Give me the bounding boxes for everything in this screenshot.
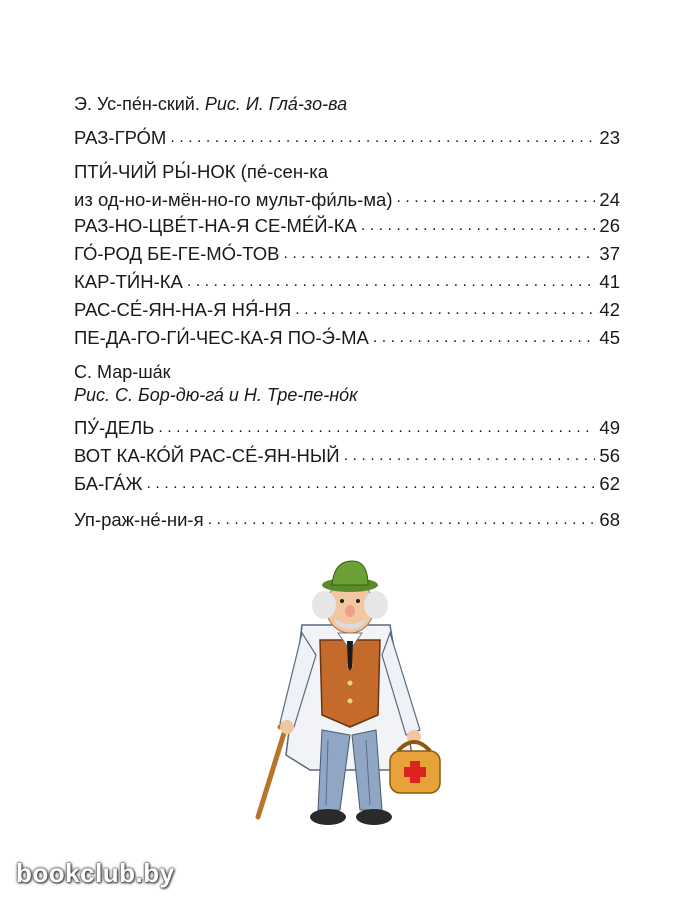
leader-dots [283,240,595,268]
illustrator-credit: Рис. С. Бор-дю-га́ и Н. Тре-пе-но́к [74,385,358,405]
entry-title: РАЗ-НО-ЦВЕ́Т-НА-Я СЕ-МЕ́Й-КА [74,215,357,236]
watermark: bookclub.by [16,858,175,888]
leader-dots [146,470,595,498]
illustrator-credit: Рис. И. Гла́-зо-ва [204,94,348,114]
leader-dots [295,296,595,324]
entry-page: 68 [599,509,620,530]
entry-title: ПУ́-ДЕЛЬ [74,417,155,438]
entry-page: 26 [599,215,620,236]
leader-dots [373,324,596,352]
author-name: Э. Ус-пе́н-ский. [74,94,200,114]
leader-dots [187,268,596,296]
entry-title: ВОТ КА-КО́Й РАС-СЕ́-ЯН-НЫЙ [74,445,340,466]
toc-entry[interactable] [74,212,620,240]
entry-title: РАЗ-ГРО́М [74,127,167,148]
leader-dots [170,124,595,152]
toc-entry[interactable] [74,324,620,352]
entry-title: ПЕ-ДА-ГО-ГИ́-ЧЕС-КА-Я ПО-Э́-МА [74,327,369,348]
table-of-contents [74,92,620,534]
toc-entry[interactable] [74,296,620,324]
toc-entry[interactable] [74,470,620,498]
leader-dots [158,414,595,442]
entry-page: 37 [599,243,620,264]
entry-page: 49 [599,417,620,438]
entry-title: РАС-СЕ́-ЯН-НА-Я НЯ́-НЯ [74,299,292,320]
leader-dots [208,506,596,534]
entry-page: 56 [599,445,620,466]
entry-note: (пе́-сен-ка [240,161,329,182]
toc-entry-multiline[interactable] [74,160,620,212]
entry-page: 24 [599,189,620,210]
entry-page: 23 [599,127,620,148]
section-author-marshak: С. Мар-ша́к [74,362,171,382]
section-author-uspensky [74,92,620,116]
toc-entry[interactable] [74,442,620,470]
toc-entry[interactable] [74,240,620,268]
entry-title: КАР-ТИ́Н-КА [74,271,183,292]
entry-title: ГО́-РОД БЕ-ГЕ-МО́-ТОВ [74,243,280,264]
toc-entry[interactable] [74,414,620,442]
entry-page: 45 [599,327,620,348]
leader-dots [361,212,596,240]
leader-dots [344,442,596,470]
entry-title-line1 [74,160,620,184]
entry-page: 62 [599,473,620,494]
entry-note-cont: из од-но-и-мён-но-го мульт-фи́ль-ма) [74,189,393,210]
leader-dots [396,184,595,212]
toc-entry-exercises[interactable] [74,506,620,534]
entry-page: 42 [599,299,620,320]
entry-page: 41 [599,271,620,292]
toc-entry[interactable] [74,268,620,296]
entry-title: ПТИ́-ЧИЙ РЫ́-НОК [74,161,236,182]
doctor-character-illustration [240,555,460,845]
entry-title: БА-ГА́Ж [74,473,143,494]
entry-title-line2 [74,184,620,212]
entry-title: Уп-раж-не́-ни-я [74,509,204,530]
toc-entry[interactable] [74,124,620,152]
